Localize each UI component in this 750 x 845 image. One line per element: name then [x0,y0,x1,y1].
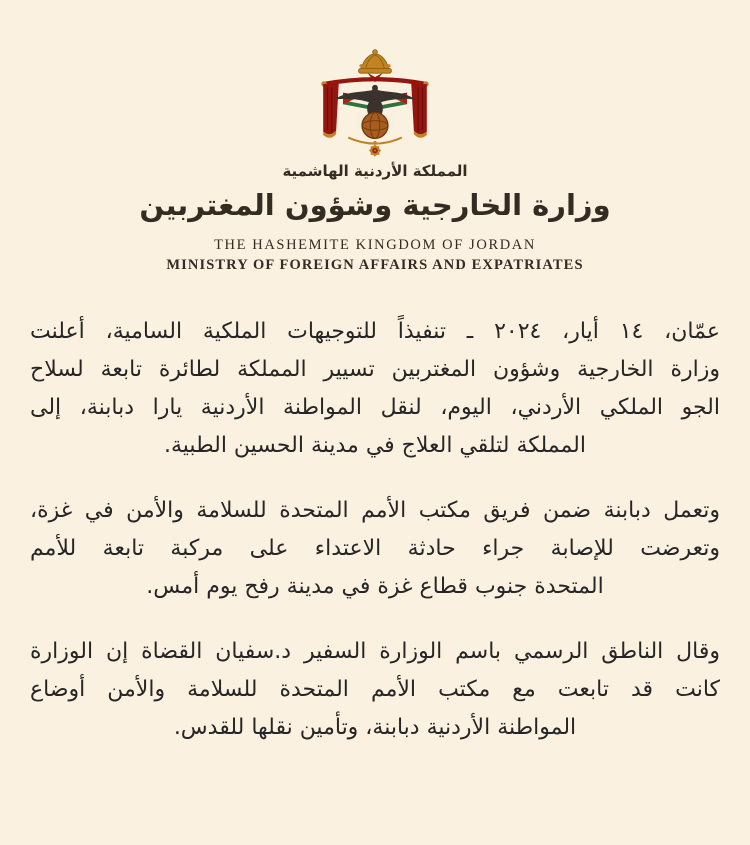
statement-line: وتعمل دبابنة ضمن فريق مكتب الأمم المتحدة للسلامة والأمن في غزة، [30,498,720,523]
order-star-icon [369,144,381,156]
statement-line: المتحدة جنوب قطاع غزة في مدينة رفح يوم أمس. [146,574,604,599]
ministry-name-english: MINISTRY OF FOREIGN AFFAIRS AND EXPATRIATES [166,257,584,273]
statement-line: وتعرضت للإصابة جراء حادثة الاعتداء على مركبة تابعة للأمم [30,536,720,561]
statement-line: وقال الناطق الرسمي باسم الوزارة السفير د.سفيان القضاة إن الوزارة [30,639,720,664]
letterhead [0,0,750,274]
statement-paragraph [30,492,720,606]
statement-line: المملكة لتلقي العلاج في مدينة الحسين الطبية. [164,433,586,458]
statement-line: المواطنة الأردنية دبابنة، وتأمين نقلها للقدس. [173,715,577,740]
statement-paragraph [30,633,720,747]
statement-line: كانت قد تابعت مع مكتب الأمم المتحدة للسلامة والأمن أوضاع [30,677,720,702]
statement-paragraph [30,313,720,465]
jordan-coat-of-arms-icon [0,46,750,160]
ministry-name-arabic-calligraphy: وزارة الخارجية وشؤون المغتربين [139,188,611,222]
kingdom-name-arabic: المملكة الأردنية الهاشمية [282,162,468,180]
statement-line: وزارة الخارجية وشؤون المغتربين تسيير المملكة لطائرة تابعة لسلاح [30,357,720,382]
statement-body [0,274,750,747]
kingdom-name-english: THE HASHEMITE KINGDOM OF JORDAN [214,237,536,253]
globe-icon [362,113,388,139]
jordan-coat-of-arms-icon [300,46,450,160]
royal-crown-icon [359,50,392,74]
statement-line: الجو الملكي الأردني، اليوم، لنقل المواطنة الأردنية يارا دبابنة، إلى [30,395,720,420]
statement-line: عمّان، ١٤ أيار، ٢٠٢٤ ـ تنفيذاً للتوجيهات الملكية السامية، أعلنت [30,319,720,344]
